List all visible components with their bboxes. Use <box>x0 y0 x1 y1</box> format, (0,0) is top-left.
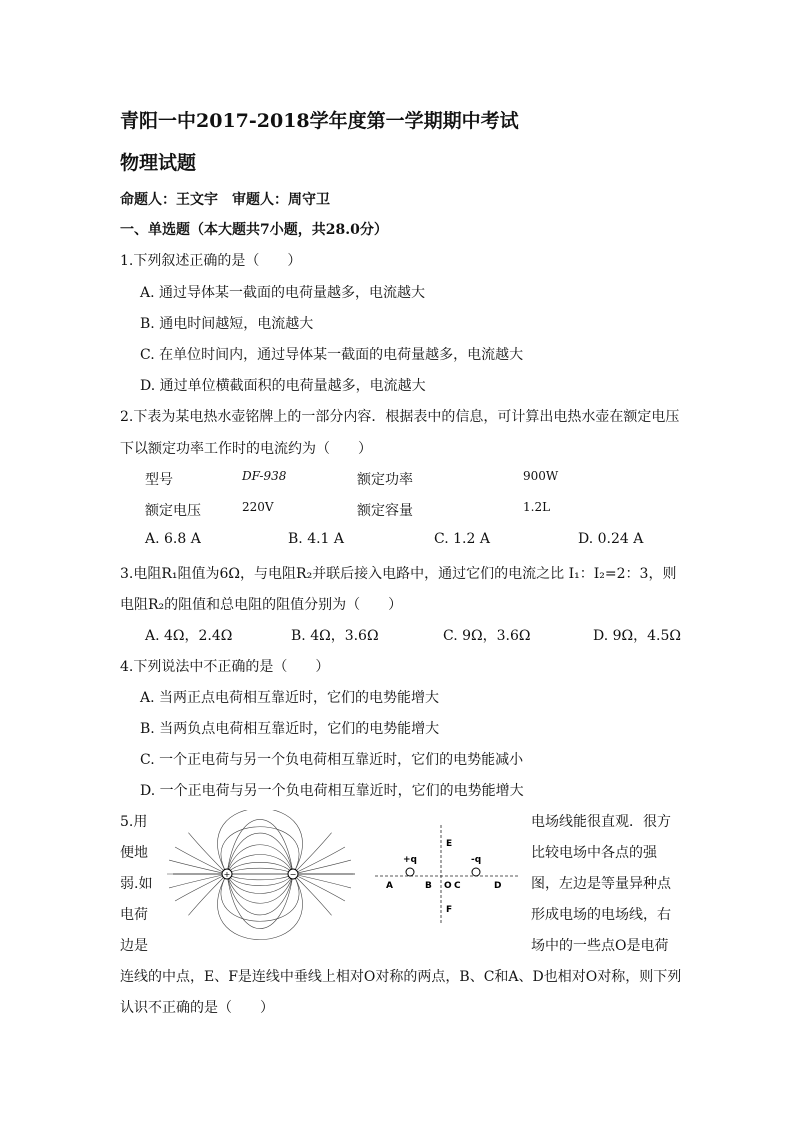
section-heading: 一、单选题（本大题共7小题，共28.0分） <box>120 222 388 238</box>
q2-option-b: B. 4.1 A <box>288 531 345 547</box>
svg-text:−: − <box>289 870 297 879</box>
q1-option-a: A. 通过导体某一截面的电荷量越多，电流越大 <box>140 285 426 301</box>
q3-stem-line2: 电阻R₂的阻值和总电阻的阻值分别为（ ） <box>120 597 403 613</box>
q2-stem-line1: 2.下表为某电热水壶铭牌上的一部分内容．根据表中的信息，可计算出电热水壶在额定电压 <box>120 409 680 425</box>
field-line <box>293 874 351 888</box>
subject-title: 物理试题 <box>120 152 197 174</box>
field-line <box>221 827 299 874</box>
label-b: B <box>425 881 432 891</box>
q5-right-text: 电场线能很直观．很方 <box>531 814 671 830</box>
label-e: E <box>446 839 453 849</box>
q2-option-a: A. 6.8 A <box>145 531 201 547</box>
q2-stem-line2: 下以额定功率工作时的电流约为（ ） <box>120 441 372 457</box>
label-d: D <box>494 881 502 891</box>
field-line <box>293 833 332 874</box>
table-cell: 额定功率 <box>357 472 413 488</box>
label-f: F <box>446 905 453 915</box>
label-o: O <box>444 881 452 891</box>
field-line <box>227 819 293 874</box>
label-c: C <box>454 881 461 891</box>
field-line <box>227 874 293 880</box>
field-line <box>188 833 227 874</box>
q5-right-text: 图，左边是等量异种点 <box>531 876 671 892</box>
q3-option-b: B. 4Ω，3.6Ω <box>291 628 379 644</box>
q3-option-d: D. 9Ω，4.5Ω <box>593 628 682 644</box>
field-lines <box>167 810 353 940</box>
q4-option-a: A. 当两正点电荷相互靠近时，它们的电势能增大 <box>140 690 440 706</box>
q3-option-c: C. 9Ω，3.6Ω <box>443 628 531 644</box>
field-line <box>227 874 293 903</box>
field-line <box>227 874 293 894</box>
table-cell: 220V <box>242 500 274 514</box>
field-line <box>221 874 299 921</box>
field-line <box>227 868 293 874</box>
field-line <box>293 847 345 874</box>
q2-option-c: C. 1.2 A <box>434 531 490 547</box>
q5-right-text: 场中的一些点O是电荷 <box>531 938 669 954</box>
authors-line: 命题人：王文宇 审题人：周守卫 <box>120 192 330 208</box>
table-cell: 型号 <box>145 472 173 488</box>
label-plus-q: +q <box>403 855 417 865</box>
label-a: A <box>386 881 393 891</box>
svg-text:+: + <box>223 870 231 879</box>
q5-right-text: 形成电场的电场线，右 <box>531 907 671 923</box>
q4-option-d: D. 一个正电荷与另一个负电荷相互靠近时，它们的电势能增大 <box>140 783 524 799</box>
q4-option-c: C. 一个正电荷与另一个负电荷相互靠近时，它们的电势能减小 <box>140 752 524 768</box>
q1-option-b: B. 通电时间越短，电流越大 <box>140 316 314 332</box>
table-cell: 额定电压 <box>145 503 201 519</box>
q5-left-text: 弱.如 <box>120 876 153 892</box>
field-line <box>227 855 293 875</box>
negative-charge-icon <box>472 868 480 876</box>
points-figure <box>370 820 520 930</box>
field-line <box>175 847 227 874</box>
charge-negative <box>288 869 298 879</box>
field-line <box>227 845 293 874</box>
q5-text-line7: 认识不正确的是（ ） <box>120 1000 274 1016</box>
field-line <box>293 874 345 901</box>
table-cell: 1.2L <box>523 500 551 514</box>
field-line <box>175 874 227 901</box>
charge-positive <box>222 869 232 879</box>
table-cell: 额定容量 <box>357 503 413 519</box>
q5-left-text: 5.用 <box>120 814 148 830</box>
q1-option-d: D. 通过单位横截面积的电荷量越多，电流越大 <box>140 378 426 394</box>
field-lines-figure <box>165 810 360 950</box>
q3-stem-line1: 3.电阻R₁阻值为6Ω，与电阻R₂并联后接入电路中，通过它们的电流之比 I₁：I₂=2：3，则 <box>120 566 677 582</box>
q5-left-text: 边是 <box>120 938 148 954</box>
q5-left-text: 电荷 <box>120 907 148 923</box>
field-line <box>293 874 332 915</box>
field-line <box>217 874 302 940</box>
q5-text-line6: 连线的中点，E、F是连线中垂线上相对O对称的两点，B、C和A、D也相对O对称，则下列 <box>120 969 682 985</box>
q4-option-b: B. 当两负点电荷相互靠近时，它们的电势能增大 <box>140 721 440 737</box>
q5-left-text: 便地 <box>120 845 148 861</box>
label-minus-q: -q <box>471 855 482 865</box>
table-cell: 900W <box>523 469 559 483</box>
q2-option-d: D. 0.24 A <box>578 531 644 547</box>
q4-stem: 4.下列说法中不正确的是（ ） <box>120 659 330 675</box>
field-line <box>188 874 227 915</box>
exam-title: 青阳一中2017-2018学年度第一学期期中考试 <box>120 110 519 132</box>
q3-option-a: A. 4Ω，2.4Ω <box>145 628 233 644</box>
q5-right-text: 比较电场中各点的强 <box>531 845 657 861</box>
field-line <box>169 874 227 888</box>
positive-charge-icon <box>406 868 414 876</box>
q1-option-c: C. 在单位时间内，通过导体某一截面的电荷量越多，电流越大 <box>140 347 524 363</box>
field-line <box>227 874 293 929</box>
table-cell: DF-938 <box>242 469 287 483</box>
q1-stem: 1.下列叙述正确的是（ ） <box>120 253 302 269</box>
field-line <box>293 860 351 874</box>
field-line <box>169 860 227 874</box>
